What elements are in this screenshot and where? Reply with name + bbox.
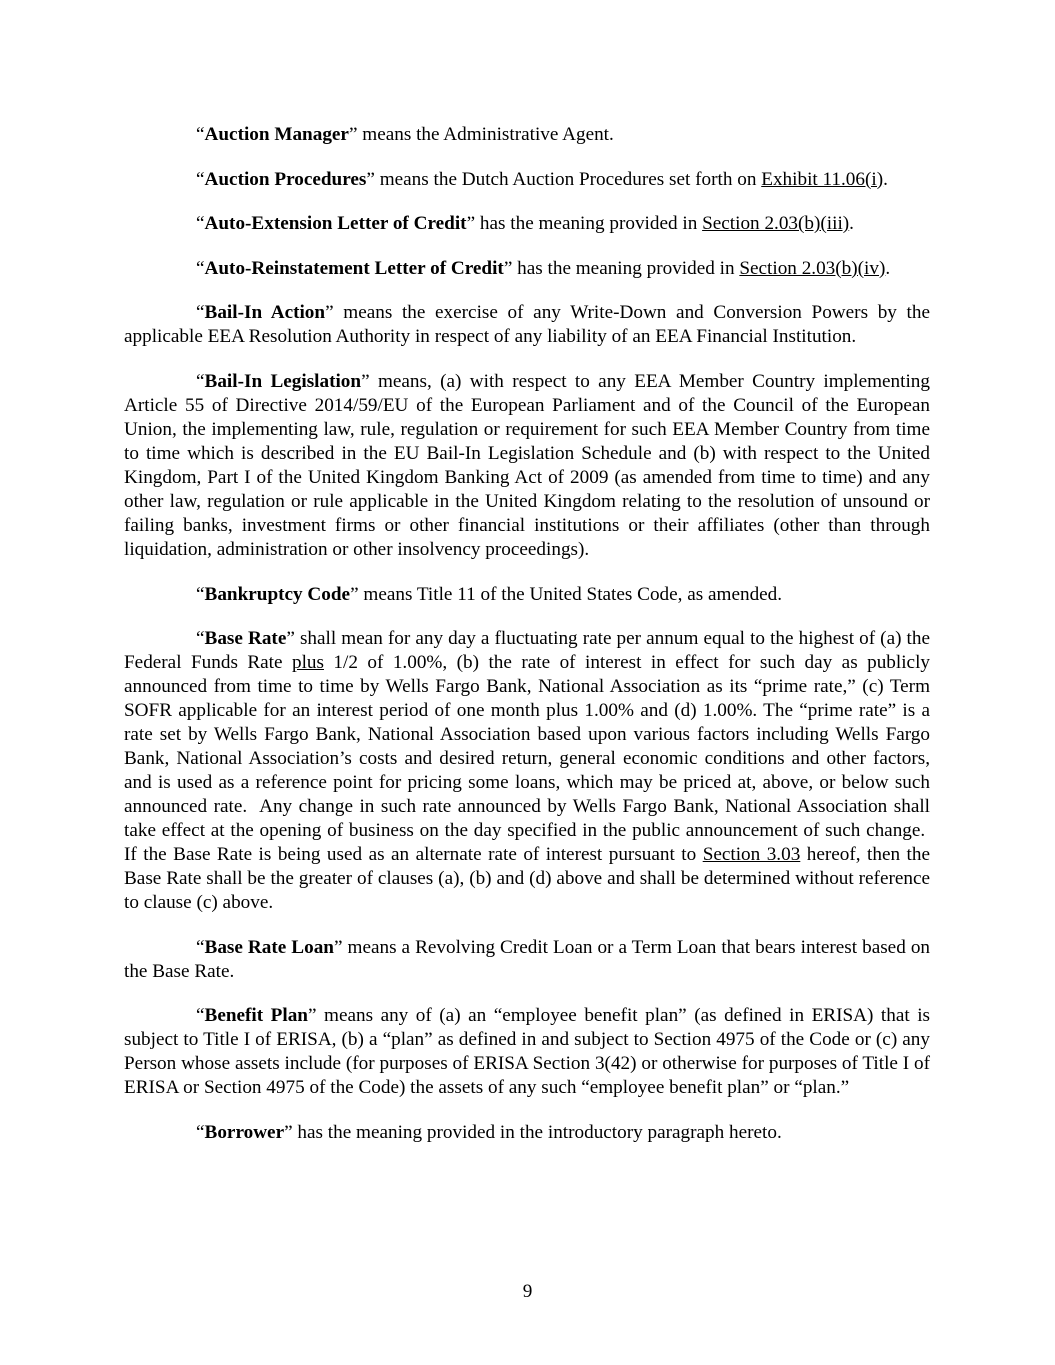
close-quote: ”: [350, 583, 359, 605]
definition-text: means, (a) with respect to any EEA Member Country implementing Article 55 of Directive 2014/59/EU of the European Parliament and of the Council of the European Union, the implementing law, rule, regulation or requirement for such EEA Member Country from time to time which is described in the EU Bail-In Legislation Schedule and (b) with respect to the United Kingdom, Part I of the United Kingdom Banking Act of 2009 (as amended from time to time) and any other law, regulation or rule applicable in the United Kingdom relating to the resolution of unsound or failing banks, investment firms or other financial institutions or their affiliates (other than through liquidation, administration or other insolvency proceedings).: [124, 370, 930, 560]
close-quote: ”: [307, 1005, 317, 1027]
definition-paragraph: [124, 257, 930, 281]
open-quote: “: [196, 168, 205, 190]
page-number: 9: [522, 1281, 533, 1302]
definition-text: has the meaning provided in: [512, 257, 740, 279]
definition-text: hereof, then the Base Rate shall be the greater of clauses (a), (b) and (d) above and shall be determined without reference to clause (c) above.: [124, 844, 930, 914]
defined-term: Auto-Extension Letter of Credit: [204, 213, 467, 235]
open-quote: “: [196, 124, 205, 145]
defined-term: Benefit Plan: [204, 1005, 308, 1027]
definition-text: has the meaning provided in the introductory paragraph hereto.: [292, 1121, 782, 1143]
definition-text: .: [883, 168, 888, 190]
defined-term: Bankruptcy Code: [204, 583, 351, 605]
defined-term: Bail-In Action: [204, 302, 326, 324]
definition-text: means Title 11 of the United States Code, as amended.: [358, 583, 783, 605]
cross-reference: Section 3.03: [702, 844, 801, 866]
close-quote: ”: [366, 168, 375, 190]
open-quote: “: [196, 1121, 205, 1143]
document-page: [124, 123, 930, 1166]
definitions-list: [124, 123, 930, 1145]
close-quote: ”: [361, 370, 370, 392]
cross-reference: plus: [291, 652, 324, 674]
definition-paragraph: [124, 627, 930, 915]
close-quote: ”: [348, 124, 358, 145]
close-quote: ”: [333, 936, 343, 958]
open-quote: “: [196, 213, 205, 235]
open-quote: “: [196, 936, 205, 958]
definition-paragraph: [124, 370, 930, 562]
open-quote: “: [196, 628, 205, 650]
open-quote: “: [196, 302, 205, 324]
close-quote: ”: [503, 257, 513, 279]
open-quote: “: [196, 583, 205, 605]
defined-term: Auction Procedures: [204, 168, 367, 190]
definition-text: means the exercise of any Write-Down and Conversion Powers by the applicable EEA Resolution Authority in respect of any liability of an EEA Financial Institution.: [124, 302, 930, 348]
close-quote: ”: [325, 302, 334, 324]
definition-paragraph: [124, 1004, 930, 1100]
open-quote: “: [196, 1005, 205, 1027]
definition-paragraph: [124, 1121, 930, 1145]
definition-text: 1/2 of 1.00%, (b) the rate of interest in effect for such day as publicly announced from time to time by Wells Fargo Bank, National Association as its “prime rate,” (c) Term SOFR applicable for an interest period of one month plus 1.00% and (d) 1.00%. The “prime rate” is a rate set by Wells Fargo Bank, National Association based upon various factors including Wells Fargo Bank, National Association’s costs and desired return, general economic conditions and other factors, and is used as a reference point for pricing some loans, which may be priced at, above, or below such announced rate. Any change in such rate announced by Wells Fargo Bank, National Association shall take effect at the opening of business on the day specified in the public announcement of such change. If the Base Rate is being used as an alternate rate of interest pursuant to: [124, 652, 930, 866]
defined-term: Borrower: [204, 1121, 285, 1143]
definition-paragraph: [124, 123, 930, 147]
definition-text: means any of (a) an “employee benefit plan” (as defined in ERISA) that is subject to Title I of ERISA, (b) a “plan” as defined in and subject to Section 4975 of the Code or (c) any Person whose assets include (for purposes of ERISA Section 3(42) or otherwise for purposes of Title I of ERISA or Section 4975 of the Code) the assets of any such “employee benefit plan” or “plan.”: [124, 1005, 930, 1099]
cross-reference: Section 2.03(b)(iv): [739, 257, 886, 279]
definition-text: .: [849, 213, 854, 235]
defined-term: Base Rate: [204, 628, 287, 650]
defined-term: Bail-In Legislation: [204, 370, 362, 392]
cross-reference: Section 2.03(b)(iii): [702, 213, 850, 235]
close-quote: ”: [284, 1121, 293, 1143]
open-quote: “: [196, 370, 205, 392]
definition-text: means a Revolving Credit Loan or a Term Loan that bears interest based on the Base Rate.: [124, 936, 931, 982]
definition-text: .: [885, 257, 891, 279]
definition-paragraph: [124, 301, 930, 349]
definition-text: has the meaning provided in: [475, 213, 703, 235]
definition-text: means the Dutch Auction Procedures set forth on: [374, 168, 762, 190]
definition-paragraph: [124, 583, 930, 607]
definition-paragraph: [124, 936, 930, 984]
definition-paragraph: [124, 212, 930, 236]
open-quote: “: [196, 257, 205, 279]
definition-text: shall mean for any day a fluctuating rate per annum equal to the highest of (a) the Federal Funds Rate: [124, 628, 930, 674]
close-quote: ”: [286, 628, 295, 650]
definition-paragraph: [124, 168, 930, 192]
defined-term: Base Rate Loan: [204, 936, 334, 958]
defined-term: Auto-Reinstatement Letter of Credit: [204, 257, 504, 279]
cross-reference: Exhibit 11.06(i): [761, 168, 884, 190]
defined-term: Auction Manager: [204, 124, 349, 145]
definition-text: means the Administrative Agent.: [357, 124, 614, 145]
close-quote: ”: [466, 213, 476, 235]
